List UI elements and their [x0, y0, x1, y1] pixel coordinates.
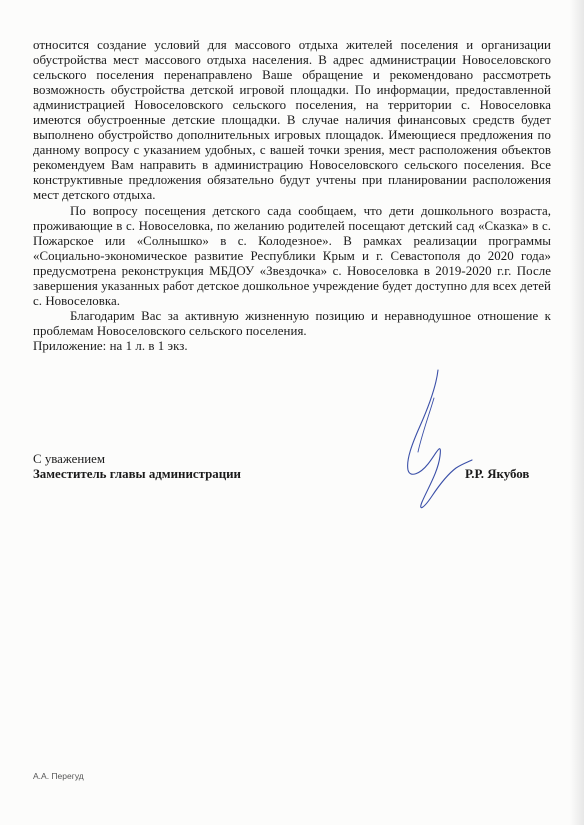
letter-body [33, 38, 551, 354]
signer-position: Заместитель главы администрации [33, 467, 241, 481]
paragraph-kindergarten: По вопросу посещения детского сада сообщаем, что дети дошкольного возраста, проживающие в с. Новоселовка, по желанию родителей посещают детский сад «Сказка» в с. Пожарское или «Солнышко» в с. Колодезное». В рамках реализации программы «Социально-экономическое развитие Республики Крым и г. Севастополя до 2020 года» предусмотрена реконструкция МБДОУ «Звездочка» с. Новоселовка в 2019-2020 г.г. После завершения указанных работ детское дошкольное учреждение будет доступно для всех детей с. Новоселовка. [33, 203, 551, 308]
paragraph-recreation: относится создание условий для массового отдыха жителей поселения и организации обустройства мест массового отдыха населения. В адрес администрации Новоселовского сельского поселения перенаправлено Ваше обращение и рекомендовано рассмотреть возможность обустройства детской игровой площадки. По информации, предоставленной администрацией Новоселовского сельского поселения, на территории с. Новоселовка имеются обустроенные детские площадки. В случае наличия финансовых средств будет выполнено обустройство дополнительных игровых площадок. Имеющиеся предложения по данному вопросу с указанием удобных, с вашей точки зрения, мест расположения объектов рекомендуем Вам направить в администрацию Новоселовского сельского поселения. Все конструктивные предложения обязательно будут учтены при планировании расположения мест детского отдыха. [33, 38, 551, 203]
signer-name: Р.Р. Якубов [465, 467, 530, 481]
regards-line: С уважением [33, 452, 106, 466]
executor-name: А.А. Перегуд [33, 771, 84, 781]
attachment-note: Приложение: на 1 л. в 1 экз. [33, 338, 188, 353]
handwritten-signature [398, 368, 478, 520]
paragraph-gratitude: Благодарим Вас за активную жизненную позицию и неравнодушное отношение к проблемам Новоселовского сельского поселения. [33, 308, 551, 338]
scan-edge-shadow [570, 0, 584, 825]
